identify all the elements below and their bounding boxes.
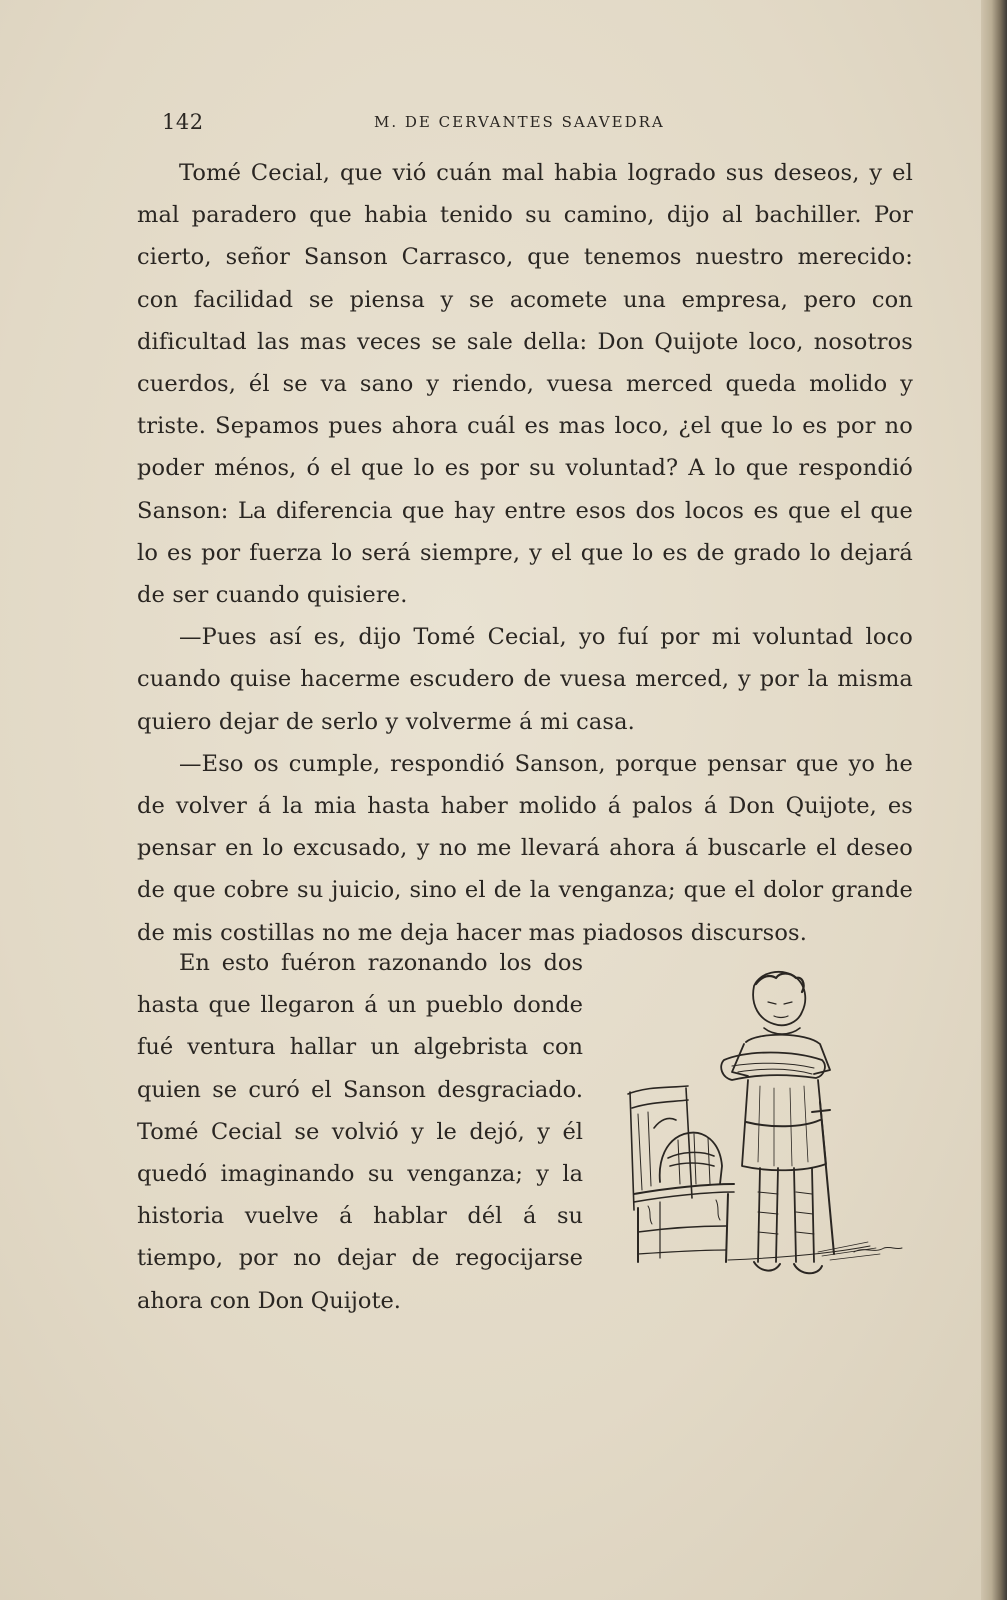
engraving-illustration <box>608 962 908 1292</box>
page-number: 142 <box>162 110 204 134</box>
final-paragraph-block <box>137 942 583 1322</box>
running-head: M. DE CERVANTES SAAVEDRA <box>374 113 665 131</box>
page-header <box>162 110 732 140</box>
page-edge-shadow <box>981 0 1007 1600</box>
paragraph-4: En esto fuéron razonando los dos hasta que llegaron á un pueblo donde fué ventura hallar un algebrista con quien se curó el Sanson desgraciado. Tomé Cecial se volvió y le dejó, y él quedó imaginando su venganza; y la historia vuelve á hablar dél á su tiempo, por no dejar de regocijarse ahora con Don Quijote. <box>137 950 583 1314</box>
paragraph-2: —Pues así es, dijo Tomé Cecial, yo fuí por mi voluntad loco cuando quise hacerme escudero de vuesa merced, y por la misma quiero dejar de serlo y volverme á mi casa. <box>137 624 913 735</box>
body-text <box>137 152 913 954</box>
paragraph-1: Tomé Cecial, que vió cuán mal habia logrado sus deseos, y el mal paradero que habia tenido su camino, dijo al bachiller. Por cierto, señor Sanson Carrasco, que tenemos nuestro merecido: con facilidad se piensa y se acomete una empresa, pero con dificultad las mas veces se sale della: Don Quijote loco, nosotros cuerdos, él se va sano y riendo, vuesa merced queda molido y triste. Sepamos pues ahora cuál es mas loco, ¿el que lo es por no poder ménos, ó el que lo es por su voluntad? A lo que respondió Sanson: La diferencia que hay entre esos dos locos es que el que lo es por fuerza lo será siempre, y el que lo es de grado lo dejará de ser cuando quisiere. <box>137 160 913 609</box>
paragraph-3: —Eso os cumple, respondió Sanson, porque pensar que yo he de volver á la mia hasta haber molido á palos á Don Quijote, es pensar en lo excusado, y no me llevará ahora á buscarle el deseo de que cobre su juicio, sino el de la venganza; que el dolor grande de mis costillas no me deja hacer mas piadosos discursos. <box>137 750 913 946</box>
boy-with-crossed-arms-illustration-icon <box>608 962 908 1292</box>
